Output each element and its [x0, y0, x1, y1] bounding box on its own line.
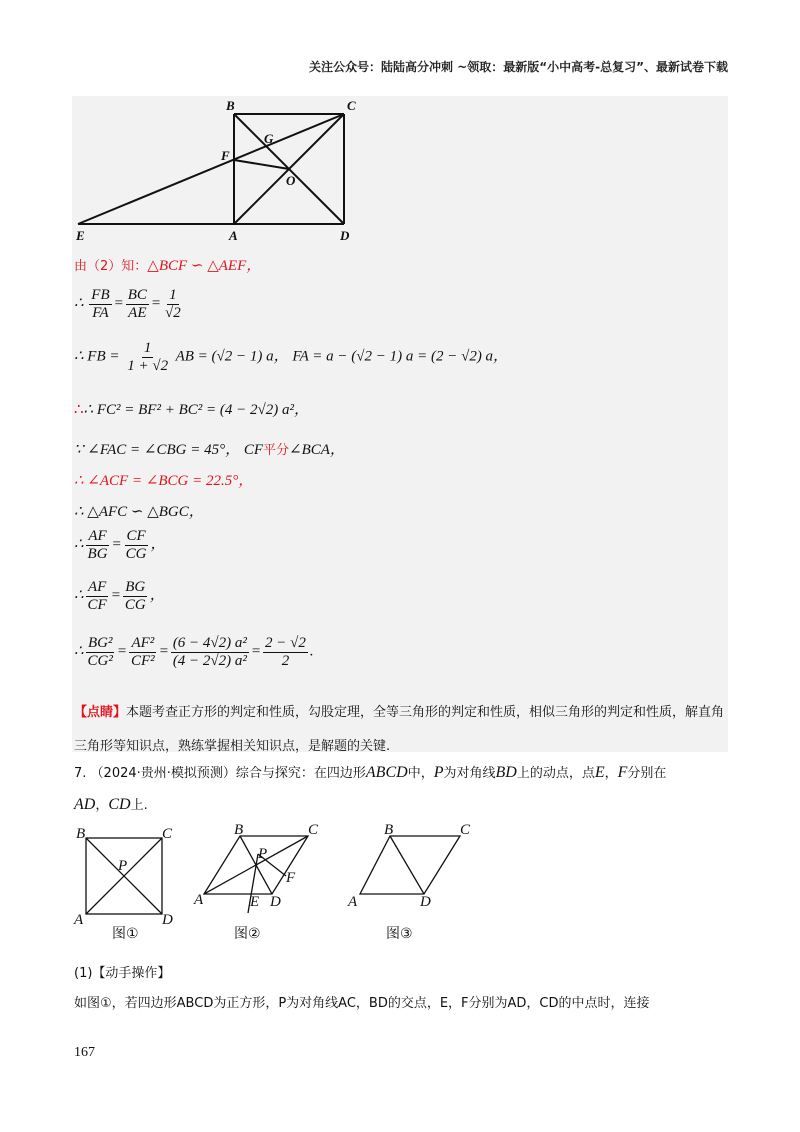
fig-a-label-b: B: [76, 826, 86, 842]
solution-line-2: ∴ $\frac{FB}{FA}$ = $\frac{BC}{AE}$ = $\frac{1}{√2}$: [74, 287, 181, 321]
fig-b-label-c: C: [308, 822, 319, 838]
figure-square-with-triangle: [72, 96, 372, 246]
fig-b-label-f: F: [286, 870, 296, 886]
figure-caption-1: 图①: [112, 926, 139, 942]
fig-b-label-e: E: [250, 894, 260, 910]
fig-c-label-c: C: [460, 822, 471, 838]
fig1-label-a: A: [229, 228, 238, 243]
figure-caption-2: 图②: [234, 926, 261, 942]
page-header: 关注公众号：陆陆高分冲刺 ~领取：最新版“小中高考-总复习”、最新试卷下载: [309, 60, 728, 74]
question-7-line-1: 7. （2024·贵州·模拟预测）综合与探究：在四边形ABCD中，P为对角线BD上的动点，点E，F分别在: [74, 764, 667, 781]
solution-line-4: ∴∴ FC² = BF² + BC² = (4 − 2√2) a²，: [74, 402, 309, 418]
fig-b-label-d: D: [270, 894, 281, 910]
fig-b-label-b: B: [234, 822, 244, 838]
question-figures: [66, 818, 506, 948]
fig-a-label-a: A: [74, 912, 84, 928]
page-number: 167: [74, 1045, 95, 1060]
key-point-note: 【点睛】本题考查正方形的判定和性质，勾股定理，全等三角形的判定和性质，相似三角形的判定和性质，解直角三角形等知识点，熟练掌握相关知识点，是解题的关键.: [74, 705, 725, 754]
figure-caption-3: 图③: [386, 926, 413, 942]
fig-a-label-p: P: [118, 858, 128, 874]
fig-a-label-c: C: [162, 826, 173, 842]
fig1-label-g: G: [264, 131, 274, 146]
solution-line-9: ∴ $\frac{AF}{CF}$ = $\frac{BG}{CG}$ ，: [74, 579, 165, 613]
fig1-label-d: D: [340, 228, 350, 243]
part-1-text: 如图①，若四边形ABCD为正方形，P为对角线AC，BD的交点，E，F分别为AD，CD的中点时，连接: [74, 996, 650, 1011]
fig-a-label-d: D: [162, 912, 173, 928]
solution-line-10: ∴ $\frac{\text{BG²}}{\text{CG²}}$ = $\frac{\text{AF²}}{\text{CF²}}$ = $\frac{\text{(6 − 4√2) a²}}{\text{(4 − 2√2) a²}}$ = $\frac{2 - √2}{2}$ .: [74, 635, 314, 669]
solution-line-5: ∵ ∠FAC = ∠CBG = 45°， CF平分∠BCA，: [74, 442, 345, 458]
fig1-label-f: F: [221, 148, 230, 163]
fig-b-label-a: A: [194, 892, 204, 908]
fig1-label-c: C: [347, 98, 356, 113]
solution-line-1: 由（2）知：△BCF ∽ △AEF，: [74, 258, 262, 274]
question-7-line-2: AD，CD上.: [74, 796, 148, 813]
solution-line-3: ∴ FB = $\frac{1}{1 + √2}$ AB = (√2 − 1) a， FA = a − (√2 − 1) a = (2 − √2) a，: [74, 340, 509, 374]
solution-line-7: ∴ △AFC ∽ △BGC，: [74, 504, 204, 520]
fig-b-label-p: P: [258, 846, 268, 862]
fig-c-label-d: D: [420, 894, 431, 910]
fig1-label-o: O: [286, 173, 296, 188]
solution-line-8: ∴ $\frac{AF}{BG}$ = $\frac{CF}{CG}$ ，: [74, 528, 166, 562]
fig1-label-e: E: [76, 228, 85, 243]
fig-c-label-b: B: [384, 822, 394, 838]
fig-c-label-a: A: [348, 894, 358, 910]
solution-line-6: ∴ ∠ACF = ∠BCG = 22.5°，: [74, 473, 254, 489]
fig1-label-b: B: [226, 98, 235, 113]
part-1-title: (1)【动手操作】: [74, 966, 171, 981]
